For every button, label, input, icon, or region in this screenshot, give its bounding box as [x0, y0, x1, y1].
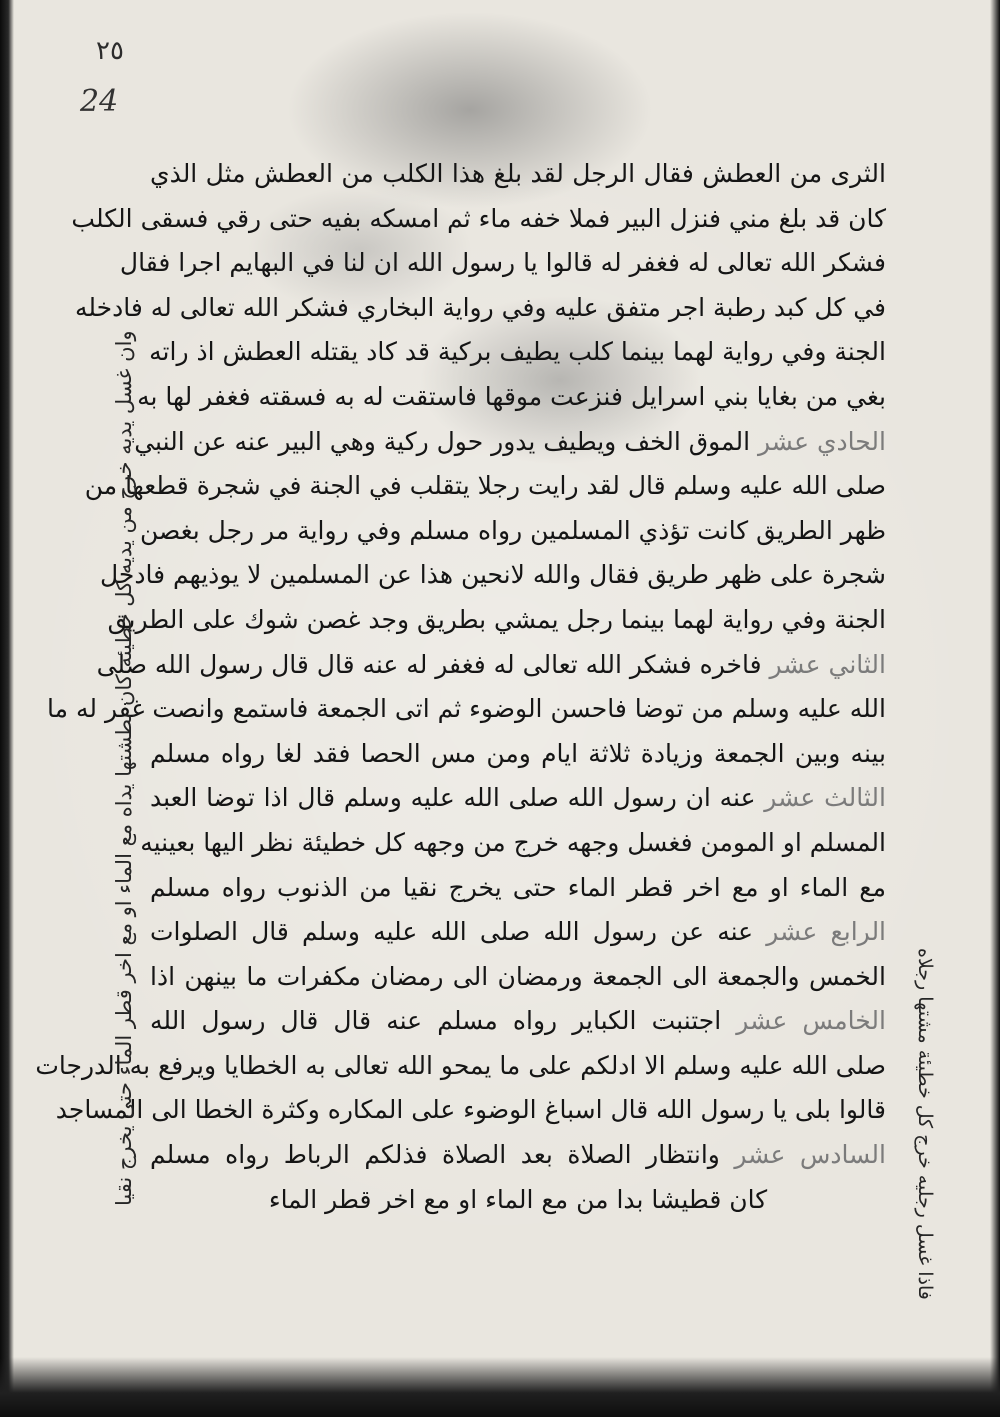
- text-line: [150, 1178, 886, 1223]
- folio-number: ٢٥: [96, 36, 124, 66]
- text-line: [47, 687, 886, 732]
- line-text: فاخره فشكر الله تعالى له فغفر له عنه قال قال رسول الله صلى: [96, 649, 762, 679]
- section-heading: السادس عشر: [734, 1140, 886, 1170]
- scan-edge-left: [0, 0, 14, 1417]
- line-text: في كل كبد رطبة اجر متفق عليه وفي رواية البخاري فشكر الله تعالى له فادخله: [75, 292, 886, 322]
- line-text: عنه ان رسول الله صلى الله عليه وسلم قال اذا توضا العبد: [150, 783, 756, 813]
- text-line: [71, 197, 886, 242]
- text-line: [150, 152, 886, 197]
- scan-edge-bottom: [0, 1357, 1000, 1417]
- line-text: مع الماء او مع اخر قطر الماء حتى يخرج نقيا من الذنوب رواه مسلم: [150, 872, 886, 902]
- text-line: [75, 286, 886, 331]
- line-text: الخمس والجمعة الى الجمعة ورمضان الى رمضان مكفرات ما بينهن اذا: [150, 961, 886, 991]
- text-line: [150, 866, 886, 911]
- folio-alt-number: 24: [80, 84, 119, 119]
- text-line: [139, 509, 886, 554]
- line-text: فشكر الله تعالى له فغفر له قالوا يا رسول الله ان لنا في البهايم اجرا فقال: [119, 248, 886, 278]
- line-text: الثرى من العطش فقال الرجل لقد بلغ هذا الكلب من العطش مثل الذي: [150, 159, 886, 188]
- text-line: [96, 643, 886, 688]
- text-line: [140, 821, 886, 866]
- line-text: كان قد بلغ مني فنزل البير فملا خفه ماء ثم امسكه بفيه حتى رقي فسقى الكلب: [71, 203, 886, 233]
- text-line: [150, 955, 886, 1000]
- line-text: الموق الخف ويطيف يدور حول ركية وهي البير عنه عن النبي: [134, 426, 751, 456]
- text-line: [55, 1088, 886, 1133]
- line-text: بينه وبين الجمعة وزيادة ثلاثة ايام ومن مس الحصا فقد لغا رواه مسلم: [150, 738, 886, 768]
- line-text: ظهر الطريق كانت تؤذي المسلمين رواه مسلم وفي رواية مر رجل بغصن: [139, 515, 886, 545]
- line-text: بغي من بغايا بني اسرايل فنزعت موقها فاستقت له به فسقته فغفر لها به: [137, 381, 886, 411]
- section-heading: الخامس عشر: [736, 1006, 886, 1036]
- line-text: كان قطيشا بدا من مع الماء او مع اخر قطر الماء: [268, 1184, 768, 1214]
- text-line: [150, 1133, 886, 1178]
- line-text: الله عليه وسلم من توضا فاحسن الوضوء ثم اتى الجمعة فاستمع وانصت غفر له ما: [47, 694, 886, 724]
- text-line: [150, 776, 886, 821]
- text-line: [100, 553, 886, 598]
- section-heading: الثالث عشر: [764, 783, 886, 813]
- text-line: [84, 464, 886, 509]
- text-line: [35, 1044, 886, 1089]
- section-heading: الثاني عشر: [769, 649, 886, 679]
- text-line: [119, 241, 886, 286]
- line-text: شجرة على ظهر طريق فقال والله لانحين هذا عن المسلمين لا يوذيهم فادخل: [100, 560, 886, 590]
- line-text: اجتنبت الكباير رواه مسلم عنه قال قال رسول الله: [150, 1006, 722, 1036]
- margin-note-right: فاذا غسل رجليه خرج كل خطيئة مشتها رجلاه: [914, 948, 936, 1300]
- line-text: وانتظار الصلاة بعد الصلاة فذلكم الرباط رواه مسلم: [150, 1140, 720, 1170]
- line-text: الجنة وفي رواية لهما بينما رجل يمشي بطريق وجد غصن شوك على الطريق: [107, 604, 886, 634]
- line-text: صلى الله عليه وسلم الا ادلكم على ما يمحو الله تعالى به الخطايا ويرفع به الدرجات: [35, 1050, 886, 1080]
- scan-edge-right: [990, 0, 1000, 1417]
- text-line: [150, 330, 886, 375]
- margin-note-left: وان غسل يديه خرج من يديه كل خطيئة كان بطشتها يداه مع الماء او مع اخر قطر الماء حتى يخرج نقيا: [112, 330, 136, 1206]
- text-line: [150, 910, 886, 955]
- text-line: [150, 732, 886, 777]
- line-text: صلى الله عليه وسلم قال لقد رايت رجلا يتقلب في الجنة في شجرة قطعها من: [84, 471, 886, 501]
- text-line: [137, 375, 886, 420]
- line-text: المسلم او المومن فغسل وجهه خرج من وجهه كل خطيئة نظر اليها بعينيه: [140, 827, 886, 857]
- text-line: [150, 999, 886, 1044]
- line-text: الجنة وفي رواية لهما بينما كلب يطيف بركية قد كاد يقتله العطش اذ راته: [149, 337, 886, 367]
- section-heading: الحادي عشر: [758, 426, 886, 456]
- line-text: قالوا بلى يا رسول الله قال اسباغ الوضوء على المكاره وكثرة الخطا الى المساجد: [55, 1095, 886, 1125]
- text-line: [107, 598, 886, 643]
- text-line: [134, 420, 886, 465]
- section-heading: الرابع عشر: [766, 917, 887, 947]
- line-text: عنه عن رسول الله صلى الله عليه وسلم قال الصلوات: [150, 917, 754, 947]
